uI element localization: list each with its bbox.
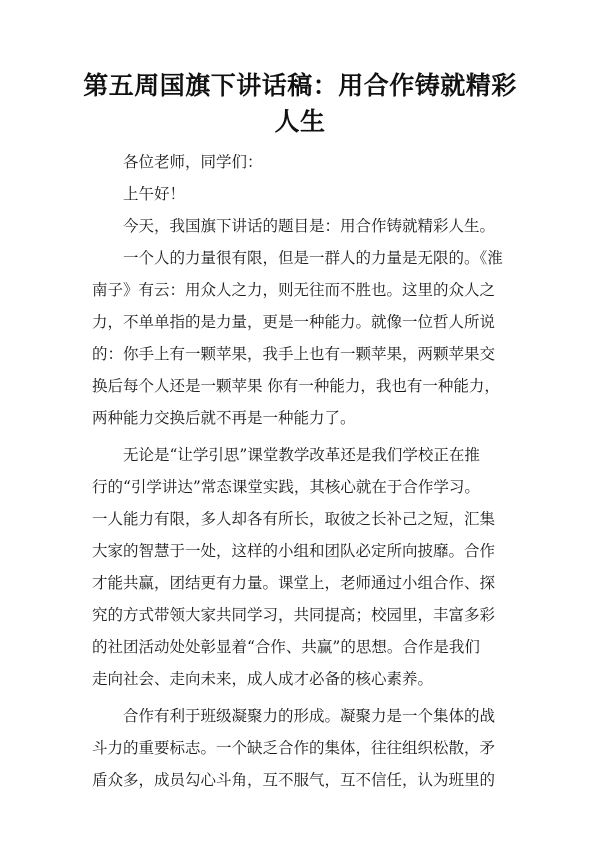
paragraph-line: 南子》有云：用众人之力，则无往而不胜也。这里的众人之 (92, 281, 496, 299)
paragraph-line: 斗力的重要标志。一个缺乏合作的集体，往往组织松散，矛 (92, 739, 496, 757)
paragraph-line: 究的方式带领大家共同学习，共同提高；校园里，丰富多彩 (92, 606, 496, 624)
paragraph-line: 力，不单单指的是力量，更是一种能力。就像一位哲人所说 (92, 313, 496, 331)
document-body (92, 146, 512, 796)
topic-line: 今天，我国旗下讲话的题目是：用合作铸就精彩人生。 (123, 217, 496, 235)
paragraph-line: 走向社会、走向未来，成人成才必备的核心素养。 (92, 670, 434, 688)
paragraph-line: 的：你手上有一颗苹果，我手上也有一颗苹果，两颗苹果交 (92, 345, 496, 363)
greeting-line: 各位老师，同学们： (123, 153, 263, 171)
paragraph-line: 行的“引学讲达”常态课堂实践，其核心就在于合作学习。 (92, 478, 480, 496)
paragraph-line: 两种能力交换后就不再是一种能力了。 (92, 409, 356, 427)
paragraph-line: 换后每个人还是一颗苹果 你有一种能力，我也有一种能力， (92, 377, 500, 395)
paragraph-line: 盾众多，成员勾心斗角，互不服气，互不信任，认为班里的 (92, 771, 496, 789)
paragraph-line: 无论是“让学引思”课堂教学改革还是我们学校正在推 (123, 446, 480, 464)
document-title-line-2: 人生 (274, 107, 326, 136)
document-title-line-1: 第五周国旗下讲话稿：用合作铸就精彩 (83, 71, 517, 100)
paragraph-line: 大家的智慧于一处，这样的小组和团队必定所向披靡。合作 (92, 542, 496, 560)
paragraph-line: 的社团活动处处彰显着“合作、共赢”的思想。合作是我们 (92, 638, 480, 656)
paragraph-line: 合作有利于班级凝聚力的形成。凝聚力是一个集体的战 (123, 707, 496, 725)
paragraph-line: 一个人的力量很有限，但是一群人的力量是无限的。《淮 (123, 249, 503, 267)
paragraph-line: 才能共赢，团结更有力量。课堂上，老师通过小组合作、探 (92, 574, 496, 592)
paragraph-line: 一人能力有限，多人却各有所长，取彼之长补己之短，汇集 (92, 510, 496, 528)
salutation-line: 上午好！ (123, 185, 186, 203)
